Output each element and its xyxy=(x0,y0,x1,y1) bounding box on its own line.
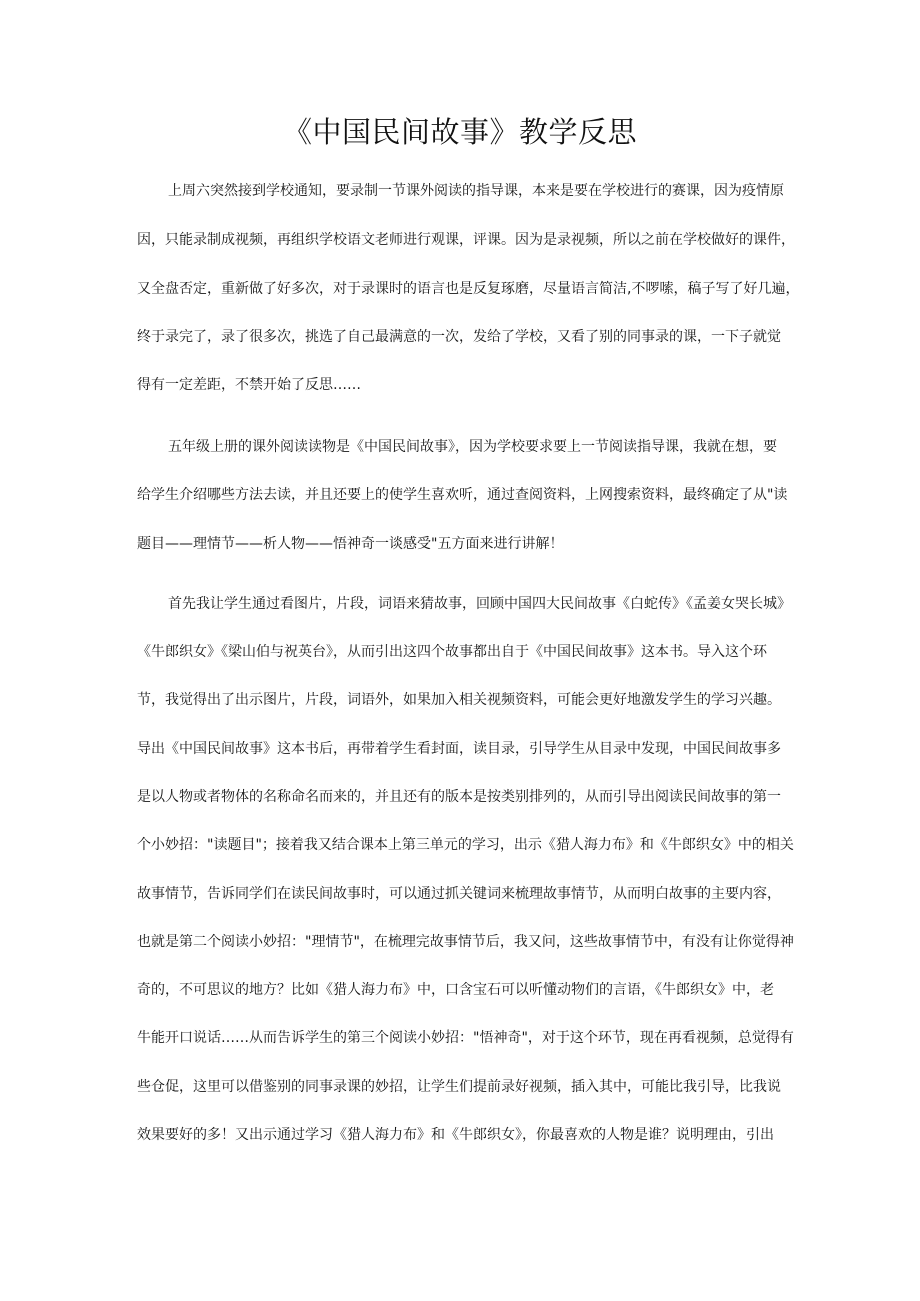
paragraph-2-line-1: 五年级上册的课外阅读读物是《中国民间故事》，因为学校要求要上一节阅读指导课，我就在想，要 xyxy=(168,439,777,455)
paragraph-1-line-3: 又全盘否定，重新做了好多次，对于录课时的语言也是反复琢磨，尽量语言简洁,不啰嗦，稿子写了好几遍， xyxy=(137,281,800,297)
paragraph-3-line-11: 些仓促，这里可以借鉴别的同事录课的妙招，让学生们提前录好视频，插入其中，可能比我引导，比我说 xyxy=(137,1079,781,1095)
paragraph-3-line-9: 奇的，不可思议的地方？比如《猎人海力布》中，口含宝石可以听懂动物们的言语，《牛郎织女》中，老 xyxy=(137,982,774,998)
paragraph-3-line-2: 《牛郎织女》《梁山伯与祝英台》，从而引出这四个故事都出自于《中国民间故事》这本书。导入这个环 xyxy=(137,644,767,660)
paragraph-3-line-8: 也就是第二个阅读小妙招："理情节"，在梳理完故事情节后，我又问，这些故事情节中，有没有让你觉得神 xyxy=(137,934,794,950)
paragraph-3-line-5: 是以人物或者物体的名称命名而来的，并且还有的版本是按类别排列的，从而引导出阅读民间故事的第一 xyxy=(137,789,781,805)
paragraph-2-line-3: 题目——理情节——析人物——悟神奇一谈感受"五方面来进行讲解！ xyxy=(137,536,564,552)
document-title: 《中国民间故事》教学反思 xyxy=(282,115,637,149)
paragraph-3-line-10: 牛能开口说话……从而告诉学生的第三个阅读小妙招："悟神奇"，对于这个环节，现在再看视频，总觉得有 xyxy=(137,1030,794,1046)
paragraph-3-line-4: 导出《中国民间故事》这本书后，再带着学生看封面，读目录，引导学生从目录中发现，中国民间故事多 xyxy=(137,741,781,757)
paragraph-2-line-2: 给学生介绍哪些方法去读，并且还要上的使学生喜欢听，通过查阅资料，上网搜索资料，最终确定了从"读 xyxy=(137,487,788,503)
paragraph-3-line-12: 效果要好的多！又出示通过学习《猎人海力布》和《牛郎织女》，你最喜欢的人物是谁？说明理由，引出 xyxy=(137,1127,774,1143)
paragraph-1-line-2: 因，只能录制成视频，再组织学校语文老师进行观课，评课。因为是录视频，所以之前在学校做好的课件， xyxy=(137,232,795,248)
paragraph-3-line-1: 首先我让学生通过看图片，片段，词语来猜故事，回顾中国四大民间故事《白蛇传》《孟姜女哭长城》 xyxy=(168,596,791,612)
paragraph-1-line-1: 上周六突然接到学校通知，要录制一节课外阅读的指导课，本来是要在学校进行的赛课，因为疫情原 xyxy=(168,183,784,199)
paragraph-3-line-7: 故事情节，告诉同学们在读民间故事时，可以通过抓关键词来梳理故事情节，从而明白故事的主要内容， xyxy=(137,886,781,902)
paragraph-1-line-4: 终于录完了，录了很多次，挑选了自己最满意的一次，发给了学校，又看了别的同事录的课，一下子就觉 xyxy=(137,329,781,345)
paragraph-3-line-6: 个小妙招："读题目"；接着我又结合课本上第三单元的学习，出示《猎人海力布》和《牛郎织女》中的相关 xyxy=(137,837,794,853)
paragraph-1-line-5: 得有一定差距，不禁开始了反思…… xyxy=(137,377,361,393)
paragraph-3-line-3: 节，我觉得出了出示图片，片段，词语外，如果加入相关视频资料，可能会更好地激发学生的学习兴趣。 xyxy=(137,692,781,708)
